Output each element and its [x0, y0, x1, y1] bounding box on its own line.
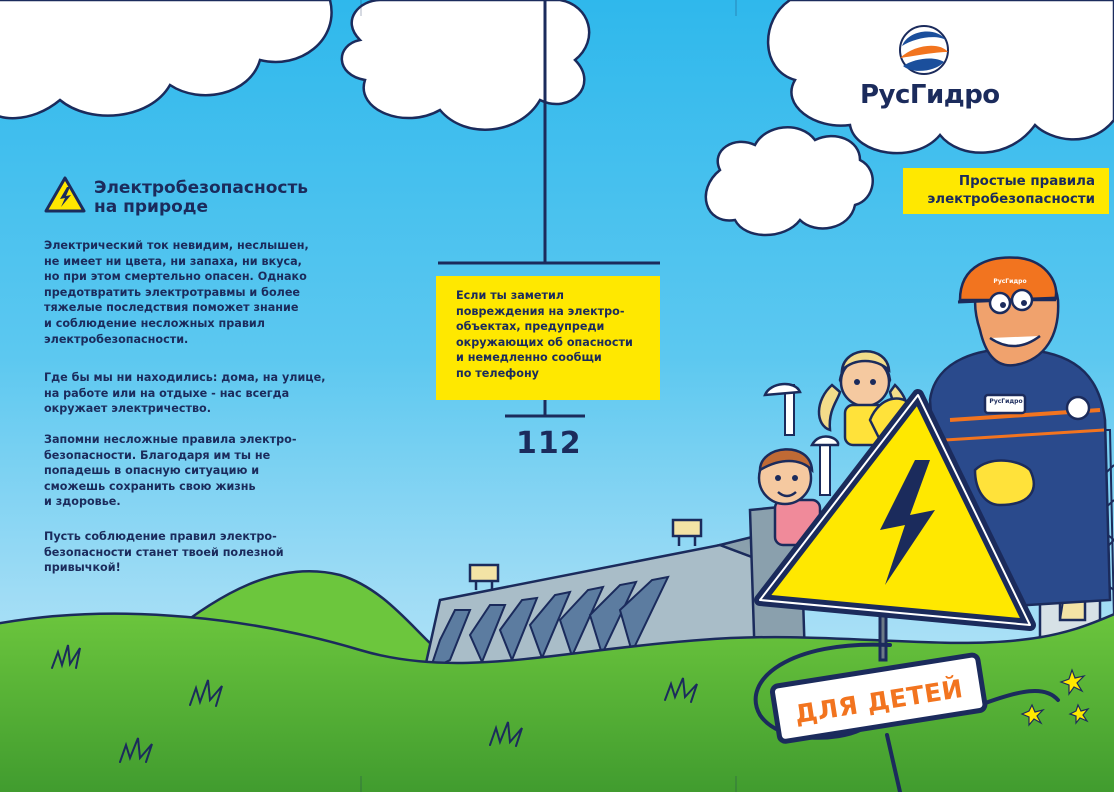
paragraph-line: окружает электричество. [44, 402, 211, 416]
section-heading [44, 176, 308, 217]
paragraph-line: и соблюдение несложных правил [44, 316, 265, 330]
subtitle-text [927, 173, 1095, 209]
card-line: объектах, предупреди [456, 320, 605, 334]
subtitle-line-1: Простые правила [958, 174, 1095, 189]
paragraph-1 [44, 238, 344, 347]
paragraph-line: тяжелые последствия поможет знание [44, 301, 299, 315]
chest-logo-label: РусГидро [989, 398, 1023, 405]
paragraph-line: сможешь сохранить свою жизнь [44, 479, 256, 493]
paragraph-line: безопасности. Благодаря им ты не [44, 448, 271, 462]
cloud-top-center [342, 0, 589, 130]
paragraph-line: безопасности станет твоей полезной [44, 545, 284, 559]
cloud-middle-right [706, 127, 873, 235]
paragraph-line: Запомни несложные правила электро- [44, 433, 297, 446]
helmet-logo-label: РусГидро [993, 278, 1027, 285]
cloud-top-right [768, 0, 1114, 153]
subtitle-banner [903, 168, 1109, 214]
emergency-info-card [436, 276, 660, 400]
paragraph-line: привычкой! [44, 561, 121, 575]
rushydro-logo-icon [900, 26, 948, 74]
paragraph-line: попадешь в опасную ситуацию и [44, 464, 260, 478]
paragraph-line: Пусть соблюдение правил электро- [44, 530, 277, 543]
heading-line-1: Электробезопасность [94, 178, 309, 198]
paragraph-line: предотвратить электротравмы и более [44, 285, 301, 299]
paragraph-2 [44, 370, 344, 417]
heading-line-2: на природе [94, 197, 209, 217]
paragraph-line: электробезопасности. [44, 332, 189, 346]
card-line: по телефону [456, 366, 539, 380]
paragraph-4 [44, 529, 344, 576]
card-line: и немедленно сообщи [456, 351, 602, 365]
paragraph-line: Электрический ток невидим, неслышен, [44, 239, 309, 252]
high-voltage-warning-icon [44, 176, 86, 214]
subtitle-line-2: электробезопасности [927, 192, 1095, 207]
cloud-top-left [0, 0, 332, 118]
card-line: окружающих об опасности [456, 335, 633, 349]
card-line: Если ты заметил [456, 289, 564, 302]
paragraph-line: Где бы мы ни находились: дома, на улице, [44, 371, 326, 384]
paragraph-line: но при этом смертельно опасен. Однако [44, 270, 307, 284]
paragraph-line: на работе или на отдыхе - нас всегда [44, 386, 290, 400]
paragraph-line: и здоровье. [44, 495, 121, 509]
emergency-info-text [456, 288, 652, 382]
card-line: повреждения на электро- [456, 304, 625, 318]
emergency-phone-number: 112 [516, 426, 582, 461]
kids-badge-label: ДЛЯ ДЕТЕЙ [792, 673, 966, 730]
paragraph-line: не имеет ни цвета, ни запаха, ни вкуса, [44, 254, 302, 268]
paragraph-3 [44, 432, 344, 510]
brand-name: РусГидро [860, 80, 1000, 110]
